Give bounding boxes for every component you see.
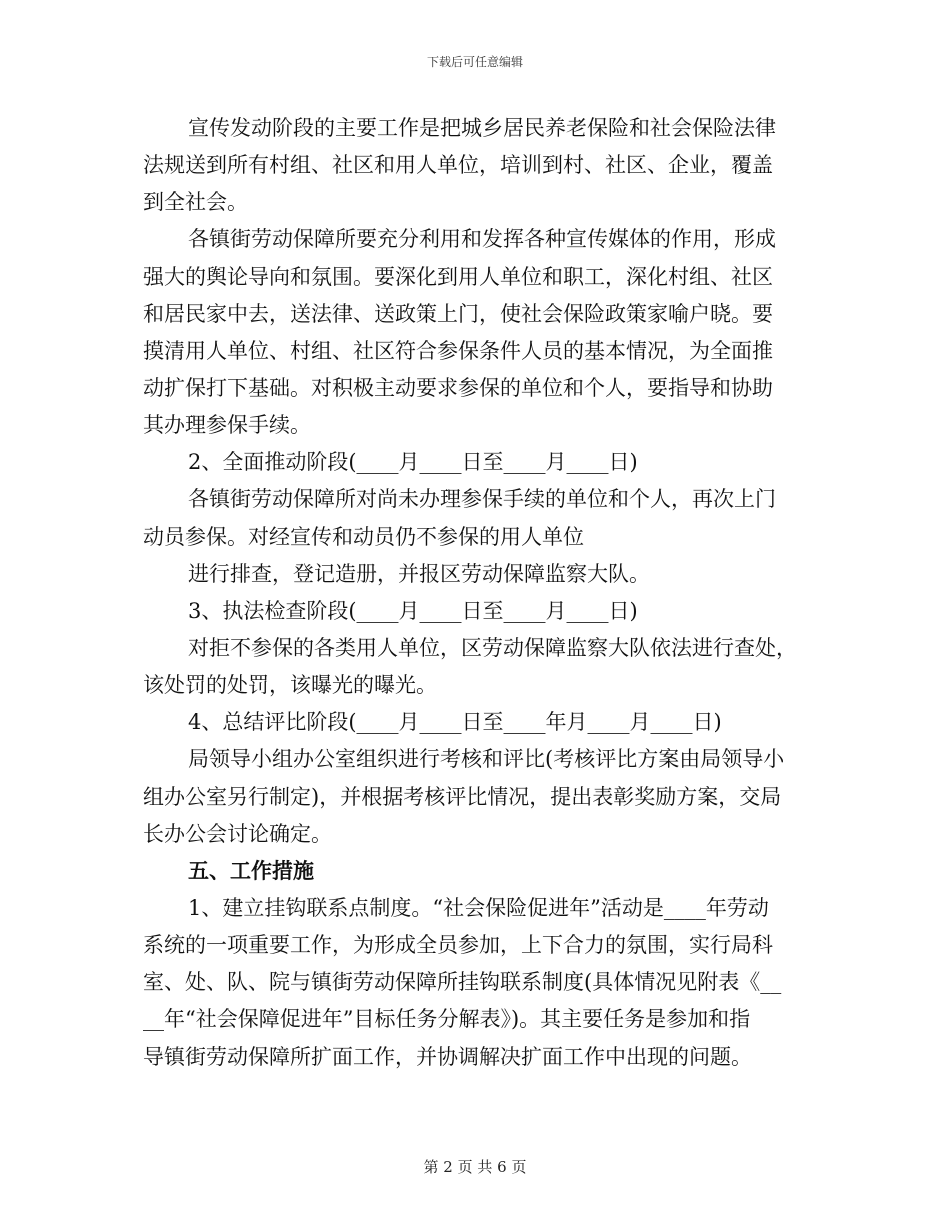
body-text-line: 进行排查，登记造册，并报区劳动保障监察大队。 [188, 562, 650, 586]
body-text-line: 其办理参保手续。 [143, 413, 311, 437]
body-text-line: 系统的一项重要工作，为形成全员参加，上下合力的氛围，实行局科 [143, 933, 773, 957]
section-heading: 五、工作措施 [188, 858, 314, 883]
body-text-line: 摸清用人单位、村组、社区符合参保条件人员的基本情况，为全面推 [143, 339, 773, 363]
body-text-line: 导镇街劳动保障所扩面工作，并协调解决扩面工作中出现的问题。 [143, 1045, 752, 1069]
body-text-line: __年“社会保障促进年”目标任务分解表》)。其主要任务是参加和指 [143, 1007, 751, 1031]
body-text-line: 强大的舆论导向和氛围。要深化到用人单位和职工，深化村组、社区 [143, 265, 773, 289]
body-text-line: 1、建立挂钩联系点制度。“社会保险促进年”活动是____年劳动 [188, 896, 769, 920]
body-text-line: 宣传发动阶段的主要工作是把城乡居民养老保险和社会保险法律 [188, 116, 776, 140]
body-text-line: 局领导小组办公室组织进行考核和评比(考核评比方案由局领导小 [188, 747, 785, 771]
body-text-line: 2、全面推动阶段(____月____日至____月____日) [188, 450, 638, 474]
body-text-line: 动员参保。对经宣传和动员仍不参保的用人单位 [143, 525, 584, 549]
body-text-line: 该处罚的处罚，该曝光的曝光。 [143, 673, 437, 697]
body-text-line: 动扩保打下基础。对积极主动要求参保的单位和个人，要指导和协助 [143, 376, 773, 400]
body-text-line: 4、总结评比阶段(____月____日至____年月____月____日) [188, 710, 722, 734]
body-text-line: 组办公室另行制定)，并根据考核评比情况，提出表彰奖励方案，交局 [143, 785, 782, 809]
body-text-line: 和居民家中去，送法律、送政策上门，使社会保险政策家喻户晓。要 [143, 302, 773, 326]
body-text-line: 3、执法检查阶段(____月____日至____月____日) [188, 599, 638, 623]
body-text-line: 长办公会讨论确定。 [143, 822, 332, 846]
page-number-footer: 第 2 页 共 6 页 [423, 1158, 527, 1176]
page-header-note: 下载后可任意编辑 [426, 55, 523, 69]
body-text-line: 室、处、队、院与镇街劳动保障所挂钩联系制度(具体情况见附表《__ [143, 970, 782, 994]
body-text-line: 各镇街劳动保障所对尚未办理参保手续的单位和个人，再次上门 [188, 487, 776, 511]
body-text-line: 各镇街劳动保障所要充分利用和发挥各种宣传媒体的作用，形成 [188, 227, 776, 251]
body-text-line: 法规送到所有村组、社区和用人单位，培训到村、社区、企业，覆盖 [143, 153, 773, 177]
body-text-line: 到全社会。 [143, 190, 248, 214]
body-text-line: 对拒不参保的各类用人单位，区劳动保障监察大队依法进行查处， [188, 636, 797, 660]
